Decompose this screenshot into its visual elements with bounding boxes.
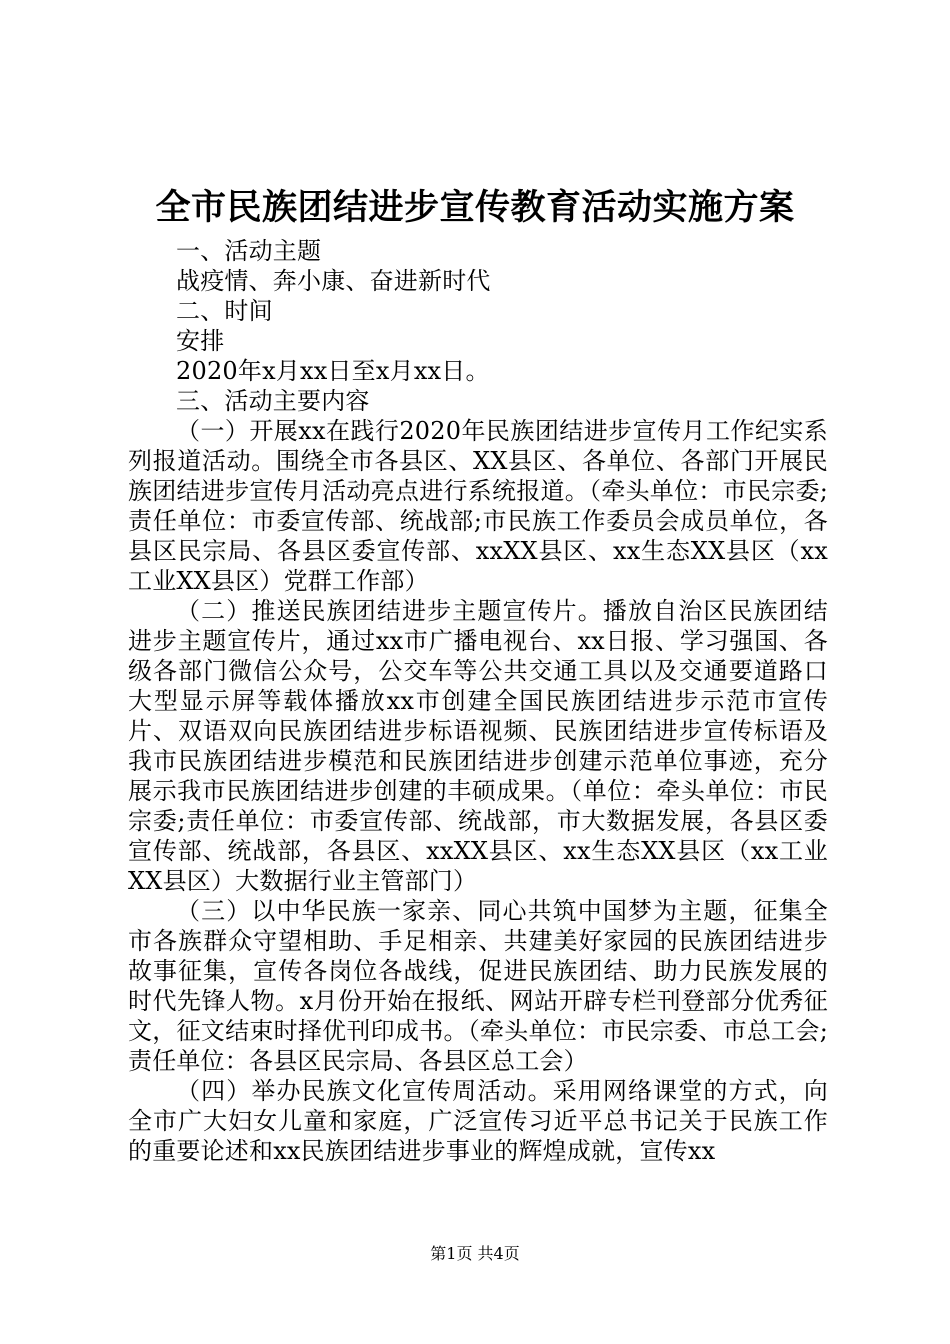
document-body xyxy=(128,236,828,1166)
paragraph-3: （三）以中华民族一家亲、同心共筑中国梦为主题，征集全市各族群众守望相助、手足相亲、共建美好家园的民族团结进步故事征集，宣传各岗位各战线，促进民族团结、助力民族发展的时代先锋人物。x月份开始在报纸、网站开辟专栏刊登部分优秀征文，征文结束时择优刊印成书。（牵头单位：市民宗委、市总工会;责任单位：各县区民宗局、各县区总工会） xyxy=(128,897,828,1075)
document-title: 全市民族团结进步宣传教育活动实施方案 xyxy=(155,187,795,228)
time-text: 2020年x月xx日至x月xx日。 xyxy=(176,357,490,385)
paragraph-1: （一）开展xx在践行2020年民族团结进步宣传月工作纪实系列报道活动。围绕全市各县区、XX县区、各单位、各部门开展民族团结进步宣传月活动亮点进行系统报道。（牵头单位：市民宗委;责任单位：市委宣传部、统战部;市民族工作委员会成员单位，各县区民宗局、各县区委宣传部、xxXX县区、xx生态XX县区（xx工业XX县区）党群工作部） xyxy=(128,417,828,595)
paragraph-4: （四）举办民族文化宣传周活动。采用网络课堂的方式，向全市广大妇女儿童和家庭，广泛宣传习近平总书记关于民族工作的重要论述和xx民族团结进步事业的辉煌成就，宣传xx xyxy=(128,1077,828,1165)
section-heading-time: 二、时间 xyxy=(176,297,273,325)
arrange-text: 安排 xyxy=(176,327,225,355)
paragraph-2: （二）推送民族团结进步主题宣传片。播放自治区民族团结进步主题宣传片，通过xx市广播电视台、xx日报、学习强国、各级各部门微信公众号，公交车等公共交通工具以及交通要道路口大型显示屏等载体播放xx市创建全国民族团结进步示范市宣传片、双语双向民族团结进步标语视频、民族团结进步宣传标语及我市民族团结进步模范和民族团结进步创建示范单位事迹，充分展示我市民族团结进步创建的丰硕成果。（单位：牵头单位：市民宗委;责任单位：市委宣传部、统战部，市大数据发展，各县区委宣传部、统战部，各县区、xxXX县区、xx生态XX县区（xx工业XX县区）大数据行业主管部门） xyxy=(128,597,828,895)
page-footer: 第1页 共4页 xyxy=(430,1244,520,1263)
theme-text: 战疫情、奔小康、奋进新时代 xyxy=(176,267,491,295)
section-heading-theme: 一、活动主题 xyxy=(176,237,322,265)
section-heading-content: 三、活动主要内容 xyxy=(176,387,370,415)
